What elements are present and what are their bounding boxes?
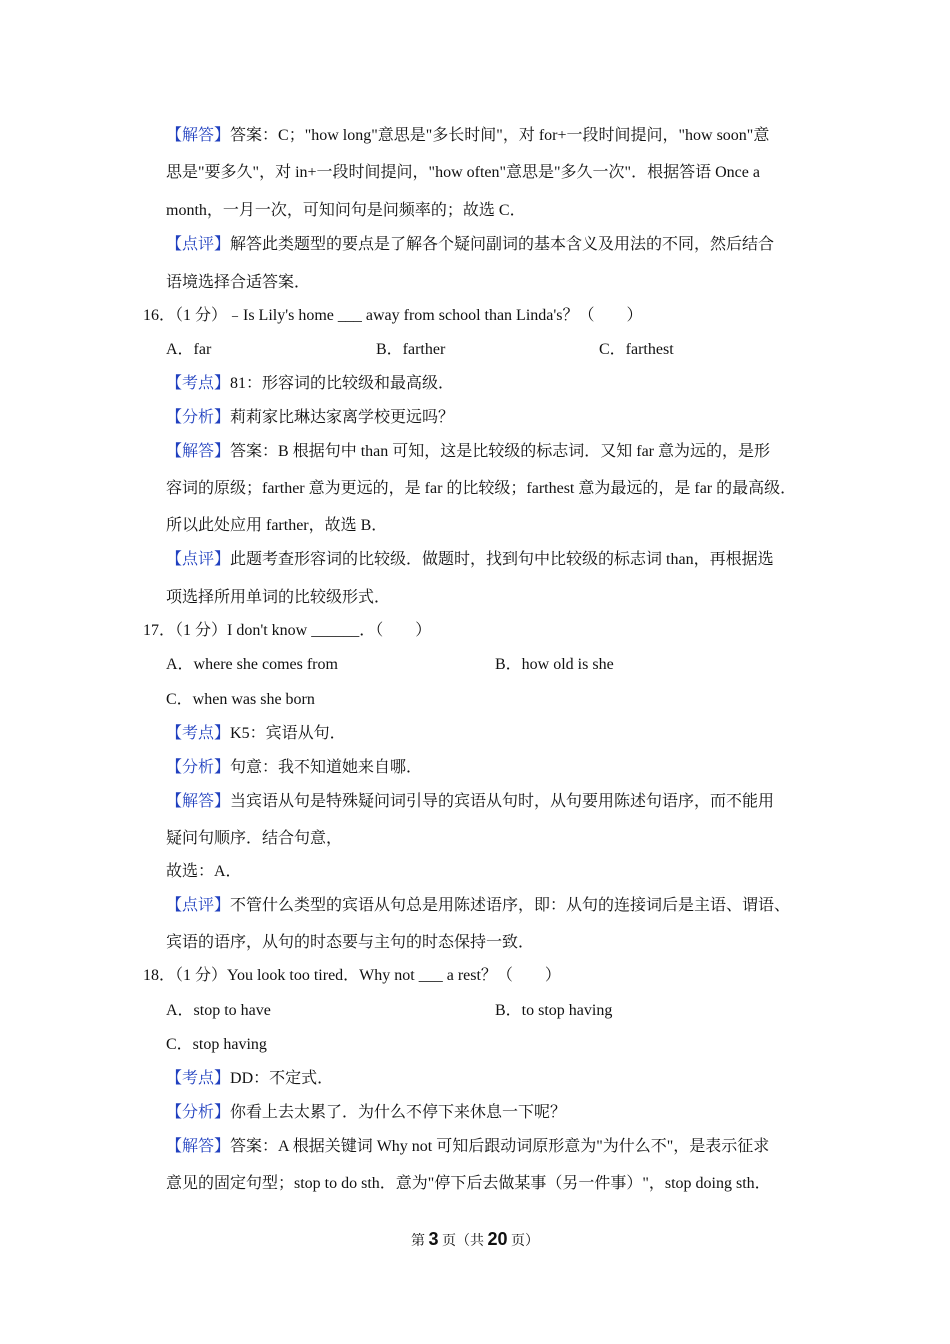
fenxi-tag: 【分析】 bbox=[166, 759, 231, 776]
q16-stem: 16．（1 分）﹣Is Lily's home ___ away from school than Linda's？（ ） bbox=[143, 307, 643, 324]
q16-jieda-line-2: 容词的原级；farther 意为更远的，是 far 的比较级；farthest 意为最远的，是 far 的最高级． bbox=[166, 480, 797, 497]
prev-dianping-line-2: 语境选择合适答案． bbox=[166, 274, 311, 291]
q18-option-c: C．stop having bbox=[166, 1036, 267, 1053]
q17-jieda-line-3: 故选：A． bbox=[166, 863, 242, 880]
q18-option-b: B．to stop having bbox=[495, 1002, 613, 1019]
q18-option-a: A．stop to have bbox=[166, 1002, 271, 1019]
q18-jieda-line-1: 【解答】答案：A 根据关键词 Why not 可知后跟动词原形意为"为什么不"，是表示征求 bbox=[166, 1138, 770, 1155]
q18-stem: 18．（1 分）You look too tired．Why not ___ a rest？（ ） bbox=[143, 967, 561, 984]
q17-option-b: B．how old is she bbox=[495, 656, 614, 673]
jieda-tag: 【解答】 bbox=[166, 793, 231, 810]
q17-jieda-line-2: 疑问句顺序．结合句意， bbox=[166, 830, 343, 847]
q16-option-b: B．farther bbox=[376, 341, 446, 358]
jieda-tag: 【解答】 bbox=[166, 1138, 231, 1155]
q18-jieda-line-2: 意见的固定句型；stop to do sth．意为"停下后去做某事（另一件事）"，stop doing sth． bbox=[166, 1175, 771, 1192]
q16-jieda-line-1: 【解答】答案：B 根据句中 than 可知，这是比较级的标志词．又知 far 意为远的，是形 bbox=[166, 443, 770, 460]
q16-jieda-line-3: 所以此处应用 farther，故选 B． bbox=[166, 517, 388, 534]
q16-dianping-line-1: 【点评】此题考查形容词的比较级．做题时，找到句中比较级的标志词 than，再根据选 bbox=[166, 551, 774, 568]
q17-fenxi: 【分析】句意：我不知道她来自哪． bbox=[166, 759, 423, 776]
page-footer: 第 3 页（共 20 页） bbox=[410, 1229, 540, 1249]
q17-option-c: C．when was she born bbox=[166, 691, 315, 708]
q17-option-a: A．where she comes from bbox=[166, 656, 338, 673]
q16-kaodian: 【考点】81：形容词的比较级和最高级． bbox=[166, 375, 455, 392]
page-number: 3 bbox=[428, 1229, 439, 1249]
dianping-tag: 【点评】 bbox=[166, 236, 231, 253]
prev-dianping-line-1: 【点评】解答此类题型的要点是了解各个疑问副词的基本含义及用法的不同，然后结合 bbox=[166, 236, 775, 253]
q18-fenxi: 【分析】你看上去太累了．为什么不停下来休息一下呢？ bbox=[166, 1104, 567, 1121]
q17-dianping-line-1: 【点评】不管什么类型的宾语从句总是用陈述语序，即：从句的连接词后是主语、谓语、 bbox=[166, 897, 791, 914]
page-total: 20 bbox=[487, 1229, 508, 1249]
fenxi-tag: 【分析】 bbox=[166, 1104, 231, 1121]
prev-jieda-line-1: 【解答】答案：C；"how long"意思是"多长时间"，对 for+一段时间提问，"how soon"意 bbox=[166, 127, 770, 144]
dianping-tag: 【点评】 bbox=[166, 897, 231, 914]
jieda-tag: 【解答】 bbox=[166, 127, 231, 144]
q18-kaodian: 【考点】DD：不定式． bbox=[166, 1070, 334, 1087]
q16-fenxi: 【分析】莉莉家比琳达家离学校更远吗？ bbox=[166, 409, 455, 426]
kaodian-tag: 【考点】 bbox=[166, 725, 231, 742]
kaodian-tag: 【考点】 bbox=[166, 1070, 231, 1087]
prev-jieda-line-3: month，一月一次，可知问句是问频率的；故选 C． bbox=[166, 202, 526, 219]
kaodian-tag: 【考点】 bbox=[166, 375, 231, 392]
q17-dianping-line-2: 宾语的语序，从句的时态要与主句的时态保持一致． bbox=[166, 934, 535, 951]
dianping-tag: 【点评】 bbox=[166, 551, 231, 568]
jieda-tag: 【解答】 bbox=[166, 443, 231, 460]
q17-jieda-line-1: 【解答】当宾语从句是特殊疑问词引导的宾语从句时，从句要用陈述句语序，而不能用 bbox=[166, 793, 775, 810]
q17-kaodian: 【考点】K5：宾语从句． bbox=[166, 725, 346, 742]
q16-option-a: A．far bbox=[166, 341, 212, 358]
q17-stem: 17．（1 分）I don't know ______．（ ） bbox=[143, 622, 432, 639]
q16-dianping-line-2: 项选择所用单词的比较级形式． bbox=[166, 589, 391, 606]
q16-option-c: C．farthest bbox=[599, 341, 674, 358]
fenxi-tag: 【分析】 bbox=[166, 409, 231, 426]
prev-jieda-line-2: 思是"要多久"，对 in+一段时间提问，"how often"意思是"多久一次"．根据答语 Once a bbox=[166, 164, 760, 181]
